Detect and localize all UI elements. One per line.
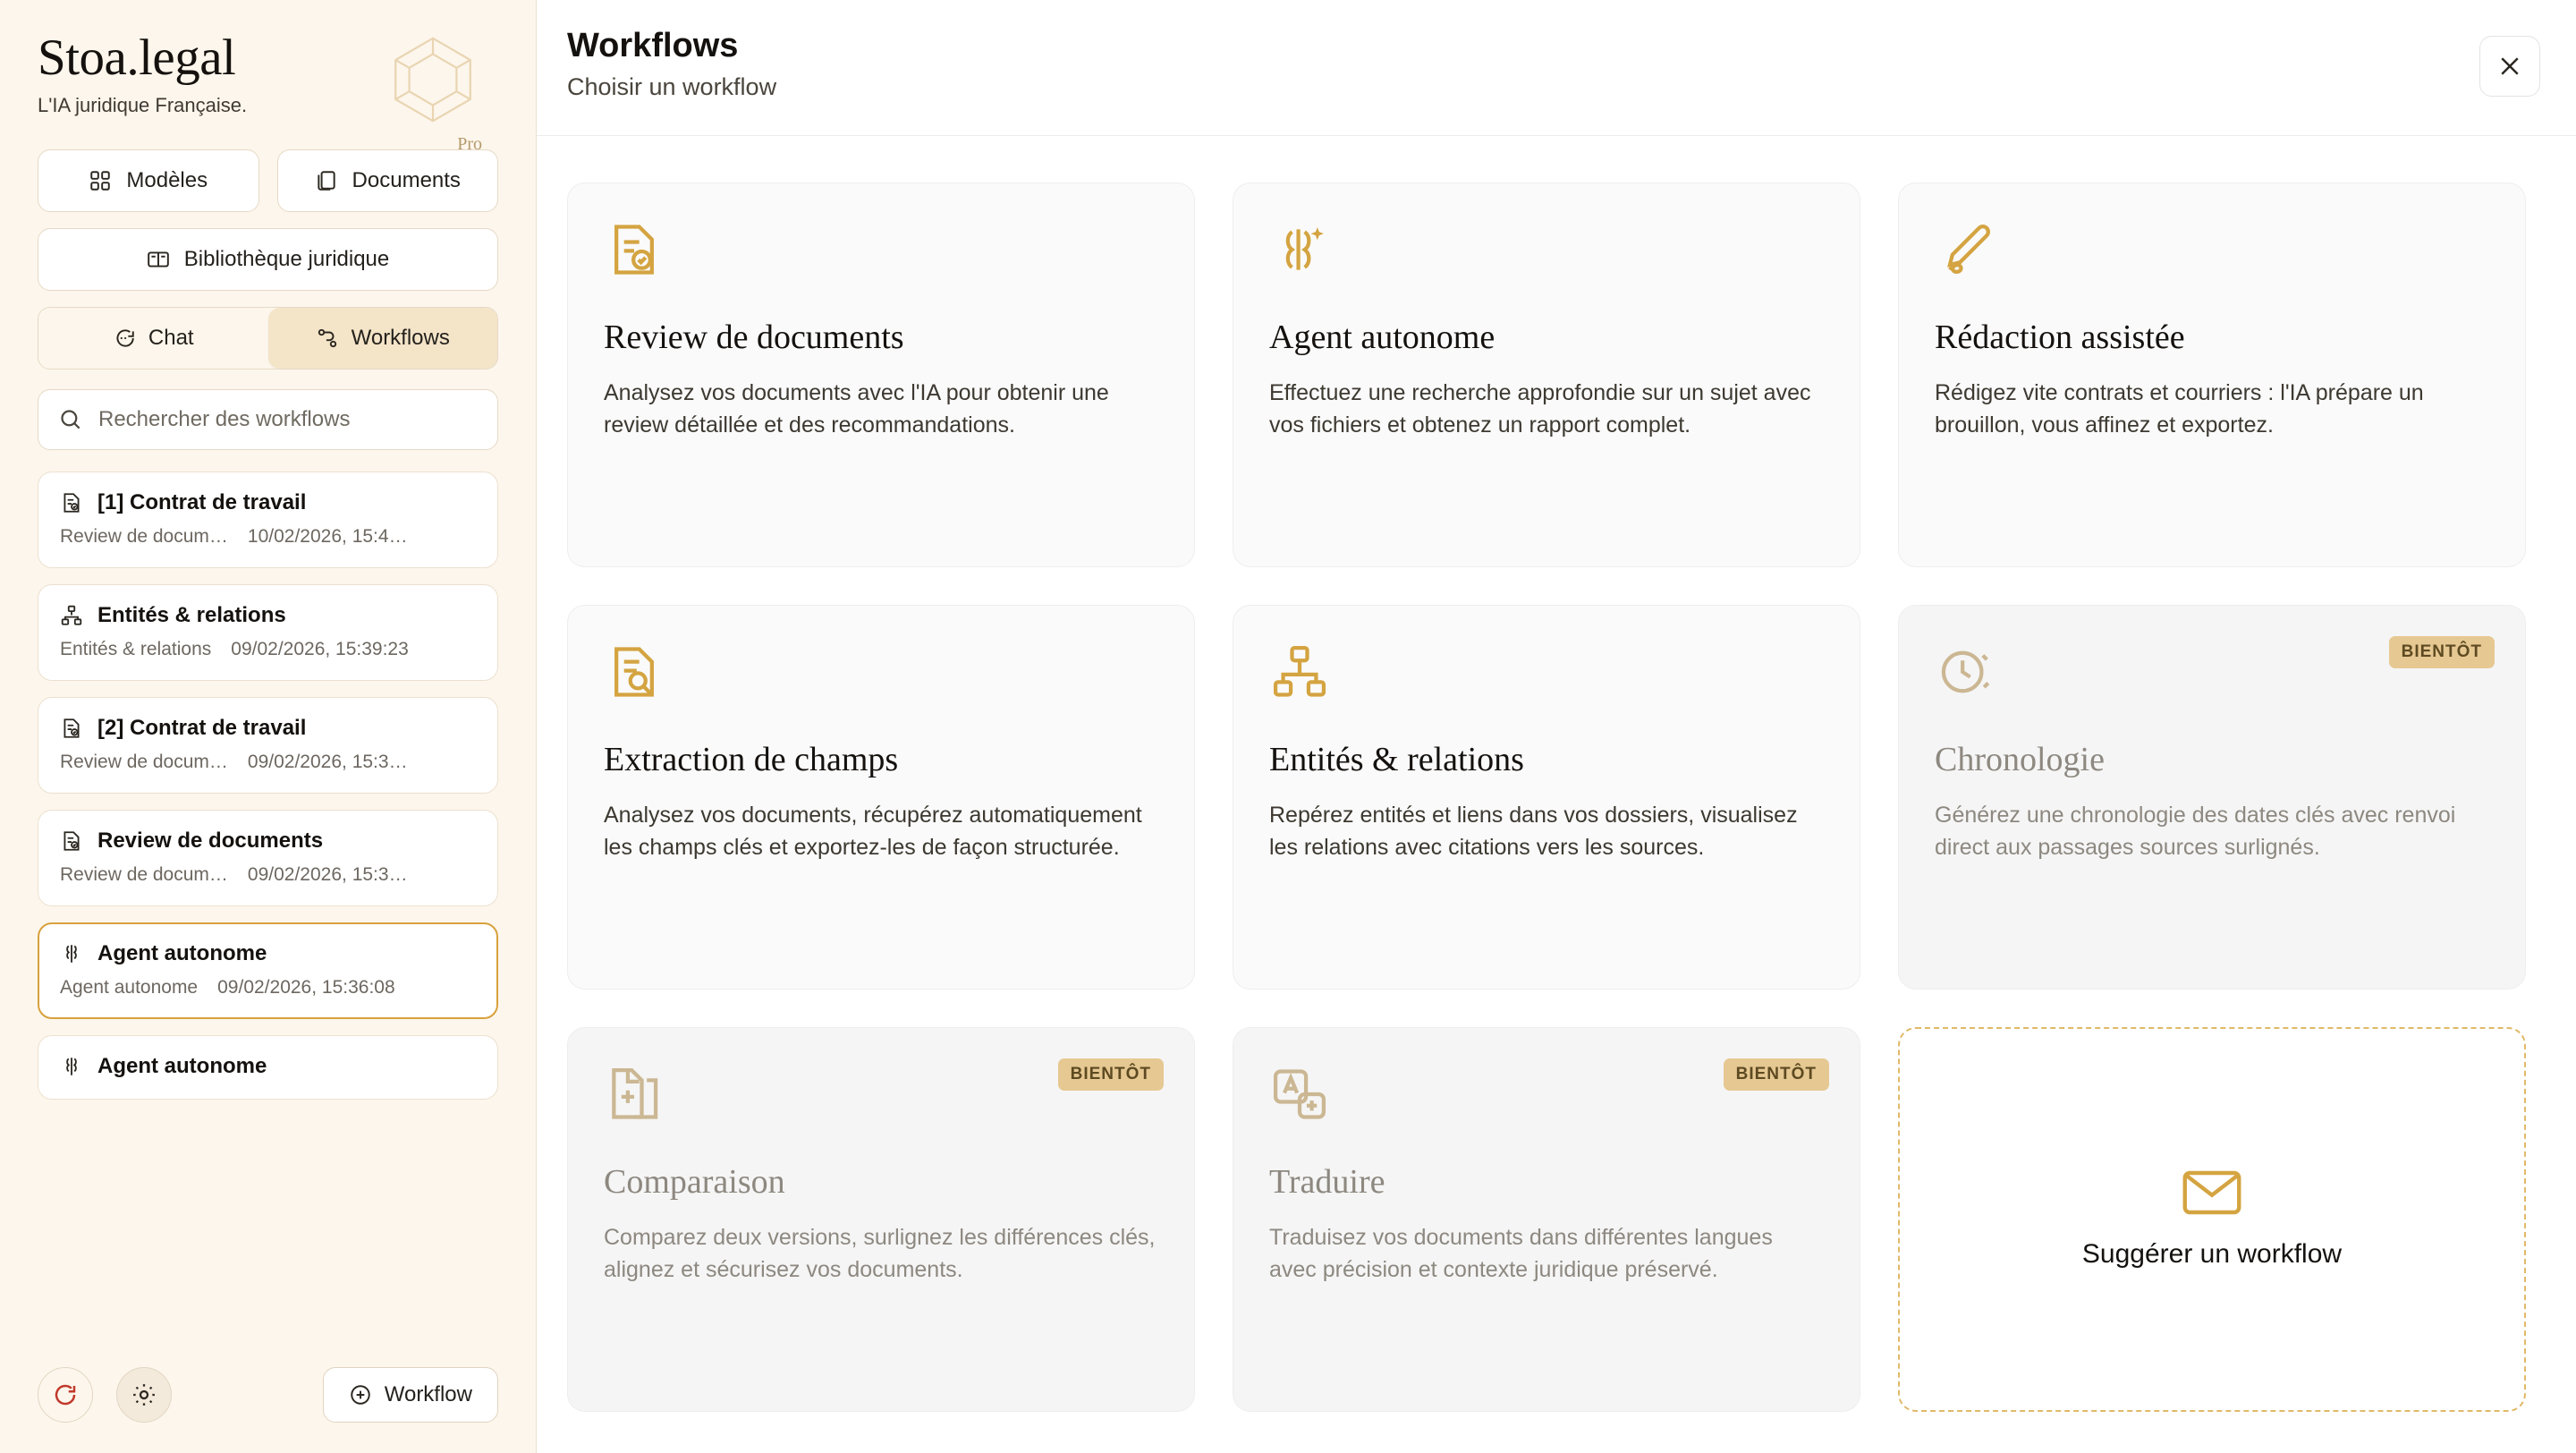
workflow-card-extraction-de-champs[interactable] bbox=[567, 605, 1195, 990]
workflow-card-description: Effectuez une recherche approfondie sur un sujet avec vos fichiers et obtenez un rapport complet. bbox=[1269, 380, 1811, 438]
refresh-icon bbox=[52, 1381, 79, 1408]
list-item-selected[interactable] bbox=[38, 922, 498, 1019]
list-item-date: 09/02/2026, 15:36:08 bbox=[217, 976, 395, 998]
workflow-card-description: Comparez deux versions, surlignez les différences clés, alignez et sécurisez vos documents. bbox=[604, 1225, 1156, 1283]
new-workflow-button[interactable] bbox=[323, 1367, 498, 1423]
list-item-head bbox=[60, 716, 476, 741]
library-icon bbox=[147, 248, 170, 271]
list-item-meta bbox=[60, 526, 476, 548]
page-title: Workflows bbox=[567, 27, 739, 64]
list-item-head bbox=[60, 603, 476, 628]
list-item[interactable] bbox=[38, 1035, 498, 1100]
agent-icon bbox=[60, 1055, 83, 1078]
list-item-type: Review de docum… bbox=[60, 525, 228, 547]
workflow-card-traduire[interactable] bbox=[1233, 1027, 1860, 1412]
search-input[interactable] bbox=[98, 407, 478, 432]
status-badge: BIENTÔT bbox=[1058, 1058, 1164, 1091]
close-button[interactable] bbox=[2479, 36, 2540, 97]
new-workflow-label: Workflow bbox=[384, 1382, 472, 1406]
workflow-card-description: Repérez entités et liens dans vos dossiers, visualisez les relations avec citations vers les sources. bbox=[1269, 803, 1798, 861]
grid-icon bbox=[89, 169, 112, 192]
close-icon bbox=[2496, 53, 2523, 80]
suggest-workflow-card[interactable] bbox=[1898, 1027, 2526, 1412]
main-panel bbox=[537, 0, 2576, 1453]
tab-label: Chat bbox=[148, 325, 194, 350]
workflow-card-description: Analysez vos documents, récupérez automatiquement les champs clés et exportez-les de façon structurée. bbox=[604, 803, 1142, 861]
sidebar-segmented-control bbox=[38, 307, 498, 370]
settings-button[interactable] bbox=[116, 1367, 172, 1423]
workflow-card-title: Rédaction assistée bbox=[1935, 319, 2185, 356]
entities-icon bbox=[1269, 642, 1824, 731]
workflow-card-chronologie[interactable] bbox=[1898, 605, 2526, 990]
list-item[interactable] bbox=[38, 584, 498, 681]
status-badge: BIENTÔT bbox=[2389, 636, 2495, 668]
conversation-list bbox=[38, 472, 498, 1259]
list-item-date: 09/02/2026, 15:3… bbox=[247, 751, 408, 772]
logo-icon bbox=[384, 30, 482, 129]
workflow-card-agent-autonome[interactable] bbox=[1233, 183, 1860, 567]
workflow-card-description: Générez une chronologie des dates clés avec renvoi direct aux passages sources surlignés. bbox=[1935, 803, 2456, 861]
tab-workflows[interactable] bbox=[268, 308, 498, 369]
plus-circle-icon bbox=[349, 1383, 372, 1406]
list-item[interactable] bbox=[38, 697, 498, 794]
gear-icon bbox=[131, 1381, 157, 1408]
review-doc-icon bbox=[604, 219, 1158, 309]
workflow-card-title: Extraction de champs bbox=[604, 741, 899, 778]
list-item-head bbox=[60, 941, 476, 966]
refresh-button[interactable] bbox=[38, 1367, 93, 1423]
sidebar-footer bbox=[38, 1367, 498, 1423]
workflow-card-title: Agent autonome bbox=[1269, 319, 1496, 356]
list-item-date: 09/02/2026, 15:39:23 bbox=[231, 638, 409, 659]
workflow-card-description: Rédigez vite contrats et courriers : l'IA prépare un brouillon, vous affinez et exportez. bbox=[1935, 380, 2424, 438]
list-item-meta bbox=[60, 639, 476, 660]
list-item-meta bbox=[60, 977, 476, 998]
list-item-type: Entités & relations bbox=[60, 638, 212, 659]
workflow-card-title: Review de documents bbox=[604, 319, 904, 356]
sidebar-nav-row-library bbox=[38, 228, 498, 291]
list-item-date: 09/02/2026, 15:3… bbox=[247, 863, 408, 885]
suggest-workflow-label: Suggérer un workflow bbox=[2081, 1239, 2343, 1269]
brand-block bbox=[38, 0, 498, 154]
header-text-block bbox=[567, 25, 776, 101]
workflow-card-comparaison[interactable] bbox=[567, 1027, 1195, 1412]
extract-doc-icon bbox=[604, 642, 1158, 731]
pen-icon bbox=[1935, 219, 2489, 309]
status-badge: BIENTÔT bbox=[1724, 1058, 1829, 1091]
document-icon bbox=[315, 169, 338, 192]
list-item-head bbox=[60, 1054, 476, 1079]
main-header bbox=[537, 0, 2576, 136]
list-item-type: Agent autonome bbox=[60, 976, 199, 998]
list-item-meta bbox=[60, 752, 476, 773]
page-subtitle: Choisir un workflow bbox=[567, 72, 777, 100]
pro-badge: Pro bbox=[457, 134, 482, 154]
list-item[interactable] bbox=[38, 472, 498, 568]
workflow-card-title: Entités & relations bbox=[1269, 741, 1524, 778]
sparkle-agent-icon bbox=[1269, 219, 1824, 309]
chat-icon bbox=[113, 327, 136, 350]
list-item-type: Review de docum… bbox=[60, 863, 228, 885]
workflow-card-entites-relations[interactable] bbox=[1233, 605, 1860, 990]
review-doc-icon bbox=[60, 717, 83, 740]
sidebar-item-documents[interactable] bbox=[277, 149, 499, 212]
sidebar bbox=[0, 0, 537, 1453]
workflow-card-title: Traduire bbox=[1269, 1163, 1385, 1201]
list-item-head bbox=[60, 490, 476, 515]
brand-title: Stoa.legal bbox=[38, 30, 236, 86]
entities-icon bbox=[60, 604, 83, 627]
search-icon bbox=[58, 407, 82, 431]
sidebar-item-modeles[interactable] bbox=[38, 149, 259, 212]
search-workflows-box[interactable] bbox=[38, 389, 498, 450]
workflow-card-review-de-documents[interactable] bbox=[567, 183, 1195, 567]
list-item[interactable] bbox=[38, 810, 498, 906]
agent-icon bbox=[60, 942, 83, 965]
sidebar-item-label: Modèles bbox=[126, 167, 208, 192]
workflow-card-description: Traduisez vos documents dans différentes langues avec précision et contexte juridique préservé. bbox=[1269, 1225, 1773, 1283]
review-doc-icon bbox=[60, 491, 83, 514]
sidebar-nav-row bbox=[38, 149, 498, 212]
workflow-card-redaction-assistee[interactable] bbox=[1898, 183, 2526, 567]
review-doc-icon bbox=[60, 829, 83, 853]
tab-label: Workflows bbox=[351, 325, 450, 350]
list-item-title: Review de documents bbox=[97, 828, 324, 853]
list-item-date: 10/02/2026, 15:4… bbox=[247, 525, 408, 547]
workflow-icon bbox=[316, 327, 339, 350]
workflow-card-description: Analysez vos documents avec l'IA pour obtenir une review détaillée et des recommandations. bbox=[604, 380, 1109, 438]
brand-subtitle: L'IA juridique Française. bbox=[38, 93, 248, 116]
list-item-title: Agent autonome bbox=[97, 1053, 267, 1078]
list-item-head bbox=[60, 828, 476, 854]
envelope-icon bbox=[2182, 1169, 2241, 1216]
workflow-card-title: Comparaison bbox=[604, 1163, 785, 1201]
list-item-title: [2] Contrat de travail bbox=[97, 715, 307, 740]
sidebar-item-bibliotheque[interactable] bbox=[38, 228, 498, 291]
list-item-title: Entités & relations bbox=[97, 602, 286, 627]
tab-chat[interactable] bbox=[38, 308, 268, 369]
sidebar-item-label: Documents bbox=[352, 167, 461, 192]
workflow-card-title: Chronologie bbox=[1935, 741, 2105, 778]
workflow-grid bbox=[537, 136, 2576, 1448]
list-item-type: Review de docum… bbox=[60, 751, 228, 772]
list-item-meta bbox=[60, 864, 476, 886]
sidebar-item-label: Bibliothèque juridique bbox=[183, 246, 390, 271]
list-item-title: Agent autonome bbox=[97, 940, 267, 965]
list-item-title: [1] Contrat de travail bbox=[97, 489, 307, 514]
